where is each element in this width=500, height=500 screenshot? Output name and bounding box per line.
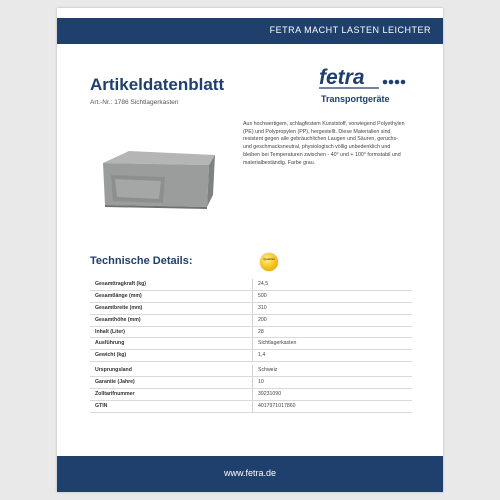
spec-label: Gewicht (kg)	[95, 352, 127, 359]
footer-bar	[57, 456, 443, 492]
table-row	[90, 291, 412, 303]
table-row	[90, 279, 412, 291]
logo-text: fetra	[319, 66, 365, 89]
page-title: Artikeldatenblatt	[90, 75, 225, 94]
spec-value: 28	[258, 328, 264, 335]
spec-table	[90, 279, 412, 413]
spec-value: 310	[258, 304, 267, 311]
spec-label: Gesamtlänge (mm)	[95, 292, 142, 299]
table-row	[90, 338, 412, 350]
quality-seal-icon	[260, 253, 278, 271]
header-bar	[57, 18, 443, 44]
table-row	[90, 315, 412, 327]
spec-label: Garantie (Jahre)	[95, 379, 135, 386]
quality-seal-text: Qualität	[263, 257, 275, 261]
spec-value: 200	[258, 316, 267, 323]
footer-url[interactable]: www.fetra.de	[223, 468, 277, 478]
spec-value: 1,4	[258, 352, 266, 359]
storage-bin-image	[95, 145, 217, 213]
spec-value: Sichtlagerkasten	[258, 340, 297, 347]
spec-label: Gesamttragkraft (kg)	[95, 281, 147, 287]
spec-label: Gesamtbreite (mm)	[95, 304, 143, 311]
article-number: Art.-Nr.: 1786 Sichtlagerkasten	[90, 99, 179, 106]
spec-value: 10	[258, 379, 264, 386]
spec-value: 4017971017860	[258, 402, 296, 409]
table-row	[90, 327, 412, 339]
table-row	[90, 389, 412, 401]
fetra-logo	[319, 66, 409, 92]
spec-label: Gesamthöhe (mm)	[95, 316, 141, 323]
table-row	[90, 303, 412, 315]
table-row	[90, 350, 412, 362]
logo-tagline: Transportgeräte	[321, 94, 390, 104]
technical-details-heading: Technische Details:	[90, 255, 193, 267]
spec-value: 24,5	[258, 281, 269, 287]
spec-label: Zolltarifnummer	[95, 391, 135, 398]
spec-label: Ausführung	[95, 340, 125, 347]
table-row	[90, 401, 412, 413]
spec-value: Schweiz	[258, 367, 278, 374]
product-description: Aus hochwertigem, schlagfestem Kunststoff, vorwiegend Polyethylen (PE) und Polypropylen (PP), hergestellt. Diese Materialien sind resistent gegen alle gebräuchlichen Laugen und Säuren, geruchs- und geschmacksneutral, physiologisch völlig unbedenklich und bleiben bei Temperaturen zwischen - 40° und + 100° formstabil und materialbeständig. Farbe grau.	[243, 121, 405, 166]
header-slogan: FETRA MACHT LASTEN LEICHTER	[269, 25, 431, 35]
spec-value: 39231090	[258, 391, 282, 398]
spec-label: Inhalt (Liter)	[95, 328, 125, 335]
table-row	[90, 377, 412, 389]
table-row	[90, 365, 412, 377]
spec-label: Ursprungsland	[95, 367, 132, 374]
spec-value: 500	[258, 292, 267, 299]
spec-label: GTIN	[95, 402, 108, 409]
datasheet-page	[57, 8, 443, 492]
